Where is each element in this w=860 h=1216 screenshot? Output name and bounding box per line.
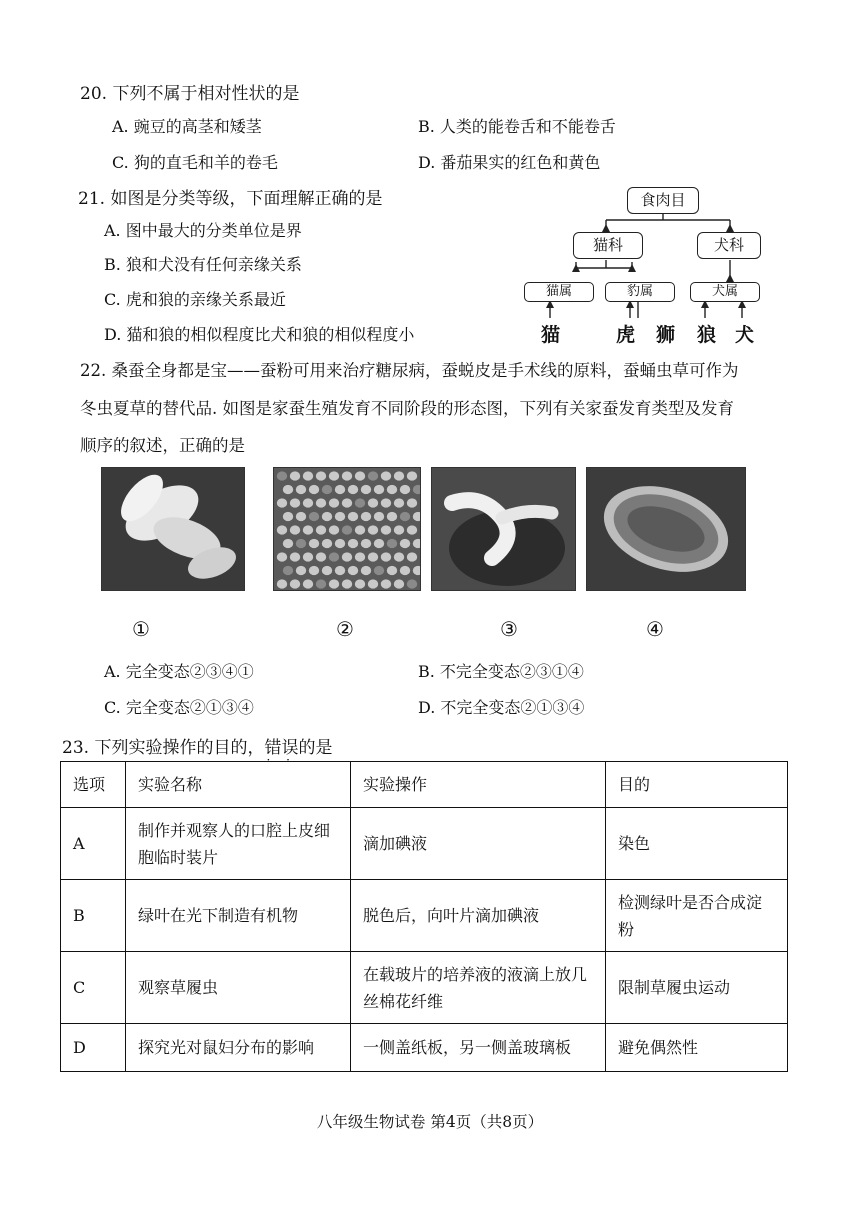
q22-text-line3: 顺序的叙述，正确的是 — [80, 436, 245, 455]
table-cell: 限制草履虫运动 — [606, 952, 788, 1024]
q23-stem-suffix: 的是 — [298, 738, 333, 758]
silkworm-eggs-photo — [273, 467, 421, 591]
family-box-cat: 猫科 — [573, 232, 643, 259]
genus-box-panthera: 豹属 — [605, 282, 675, 302]
q21-option-c: C. 虎和狼的亲缘关系最近 — [104, 290, 286, 309]
table-row — [61, 1024, 788, 1072]
animal-label: 犬 — [735, 324, 755, 346]
table-header: 实验操作 — [351, 762, 606, 808]
q21-option-a: A. 图中最大的分类单位是界 — [104, 221, 302, 240]
photo-label: ④ — [646, 617, 664, 641]
q23-stem-emphasis: 错误 · · — [264, 738, 298, 758]
table-header: 选项 — [61, 762, 126, 808]
table-cell: B — [61, 880, 126, 952]
table-cell: 滴加碘液 — [351, 808, 606, 880]
q23-stem — [62, 733, 332, 758]
q22-text-line2: 冬虫夏草的替代品. 如图是家蚕生殖发育不同阶段的形态图，下列有关家蚕发育类型及发育 — [80, 399, 734, 418]
animal-label: 狼 — [697, 324, 717, 346]
table-row — [61, 808, 788, 880]
animal-label: 狮 — [656, 324, 676, 346]
table-cell: 染色 — [606, 808, 788, 880]
table-cell: 检测绿叶是否合成淀粉 — [606, 880, 788, 952]
family-box-dog: 犬科 — [697, 232, 761, 259]
silkworm-pupa-photo — [586, 467, 746, 591]
q20-stem: 20. 下列不属于相对性状的是 — [80, 84, 300, 104]
q20-option-d: D. 番茄果实的红色和黄色 — [418, 153, 601, 172]
table-cell: 制作并观察人的口腔上皮细胞临时装片 — [126, 808, 351, 880]
q20-option-c: C. 狗的直毛和羊的卷毛 — [112, 153, 278, 172]
table-cell: 在载玻片的培养液的液滴上放几丝棉花纤维 — [351, 952, 606, 1024]
table-cell: 观察草履虫 — [126, 952, 351, 1024]
photo-label: ② — [336, 617, 354, 641]
q22-option-c: C. 完全变态②①③④ — [104, 698, 254, 717]
silkworm-larva-photo — [431, 467, 576, 591]
table-cell: 绿叶在光下制造有机物 — [126, 880, 351, 952]
table-header: 实验名称 — [126, 762, 351, 808]
table-header: 目的 — [606, 762, 788, 808]
photo-label: ③ — [500, 617, 518, 641]
q20-option-a: A. 豌豆的高茎和矮茎 — [112, 117, 262, 136]
q21-option-d: D. 猫和狼的相似程度比犬和狼的相似程度小 — [104, 325, 415, 344]
q21-option-b: B. 狼和犬没有任何亲缘关系 — [104, 255, 302, 274]
q20-option-b: B. 人类的能卷舌和不能卷舌 — [418, 117, 616, 136]
animal-label: 猫 — [541, 324, 561, 346]
photo-label: ① — [132, 617, 150, 641]
table-cell: C — [61, 952, 126, 1024]
q22-option-d: D. 不完全变态②①③④ — [418, 698, 585, 717]
table-row — [61, 880, 788, 952]
q22-option-a: A. 完全变态②③④① — [104, 662, 254, 681]
q21-stem: 21. 如图是分类等级，下面理解正确的是 — [78, 189, 383, 209]
table-cell: 探究光对鼠妇分布的影响 — [126, 1024, 351, 1072]
genus-box-felis: 猫属 — [524, 282, 594, 302]
table-row — [61, 952, 788, 1024]
table-cell: D — [61, 1024, 126, 1072]
order-box: 食肉目 — [627, 187, 699, 214]
q22-option-b: B. 不完全变态②③①④ — [418, 662, 584, 681]
silkworm-moth-photo — [101, 467, 245, 591]
experiment-table — [60, 761, 788, 1072]
animal-label: 虎 — [616, 324, 636, 346]
table-cell: 脱色后，向叶片滴加碘液 — [351, 880, 606, 952]
q22-text-line1: 22. 桑蚕全身都是宝——蚕粉可用来治疗糖尿病，蚕蜕皮是手术线的原料，蚕蛹虫草可作为 — [80, 361, 739, 380]
table-cell: A — [61, 808, 126, 880]
table-cell: 一侧盖纸板，另一侧盖玻璃板 — [351, 1024, 606, 1072]
table-cell: 避免偶然性 — [606, 1024, 788, 1072]
table-header-row — [61, 762, 788, 808]
q23-stem-prefix: 23. 下列实验操作的目的， — [62, 738, 265, 758]
page-footer: 八年级生物试卷 第4页（共8页） — [316, 1113, 544, 1131]
genus-box-canis: 犬属 — [690, 282, 760, 302]
